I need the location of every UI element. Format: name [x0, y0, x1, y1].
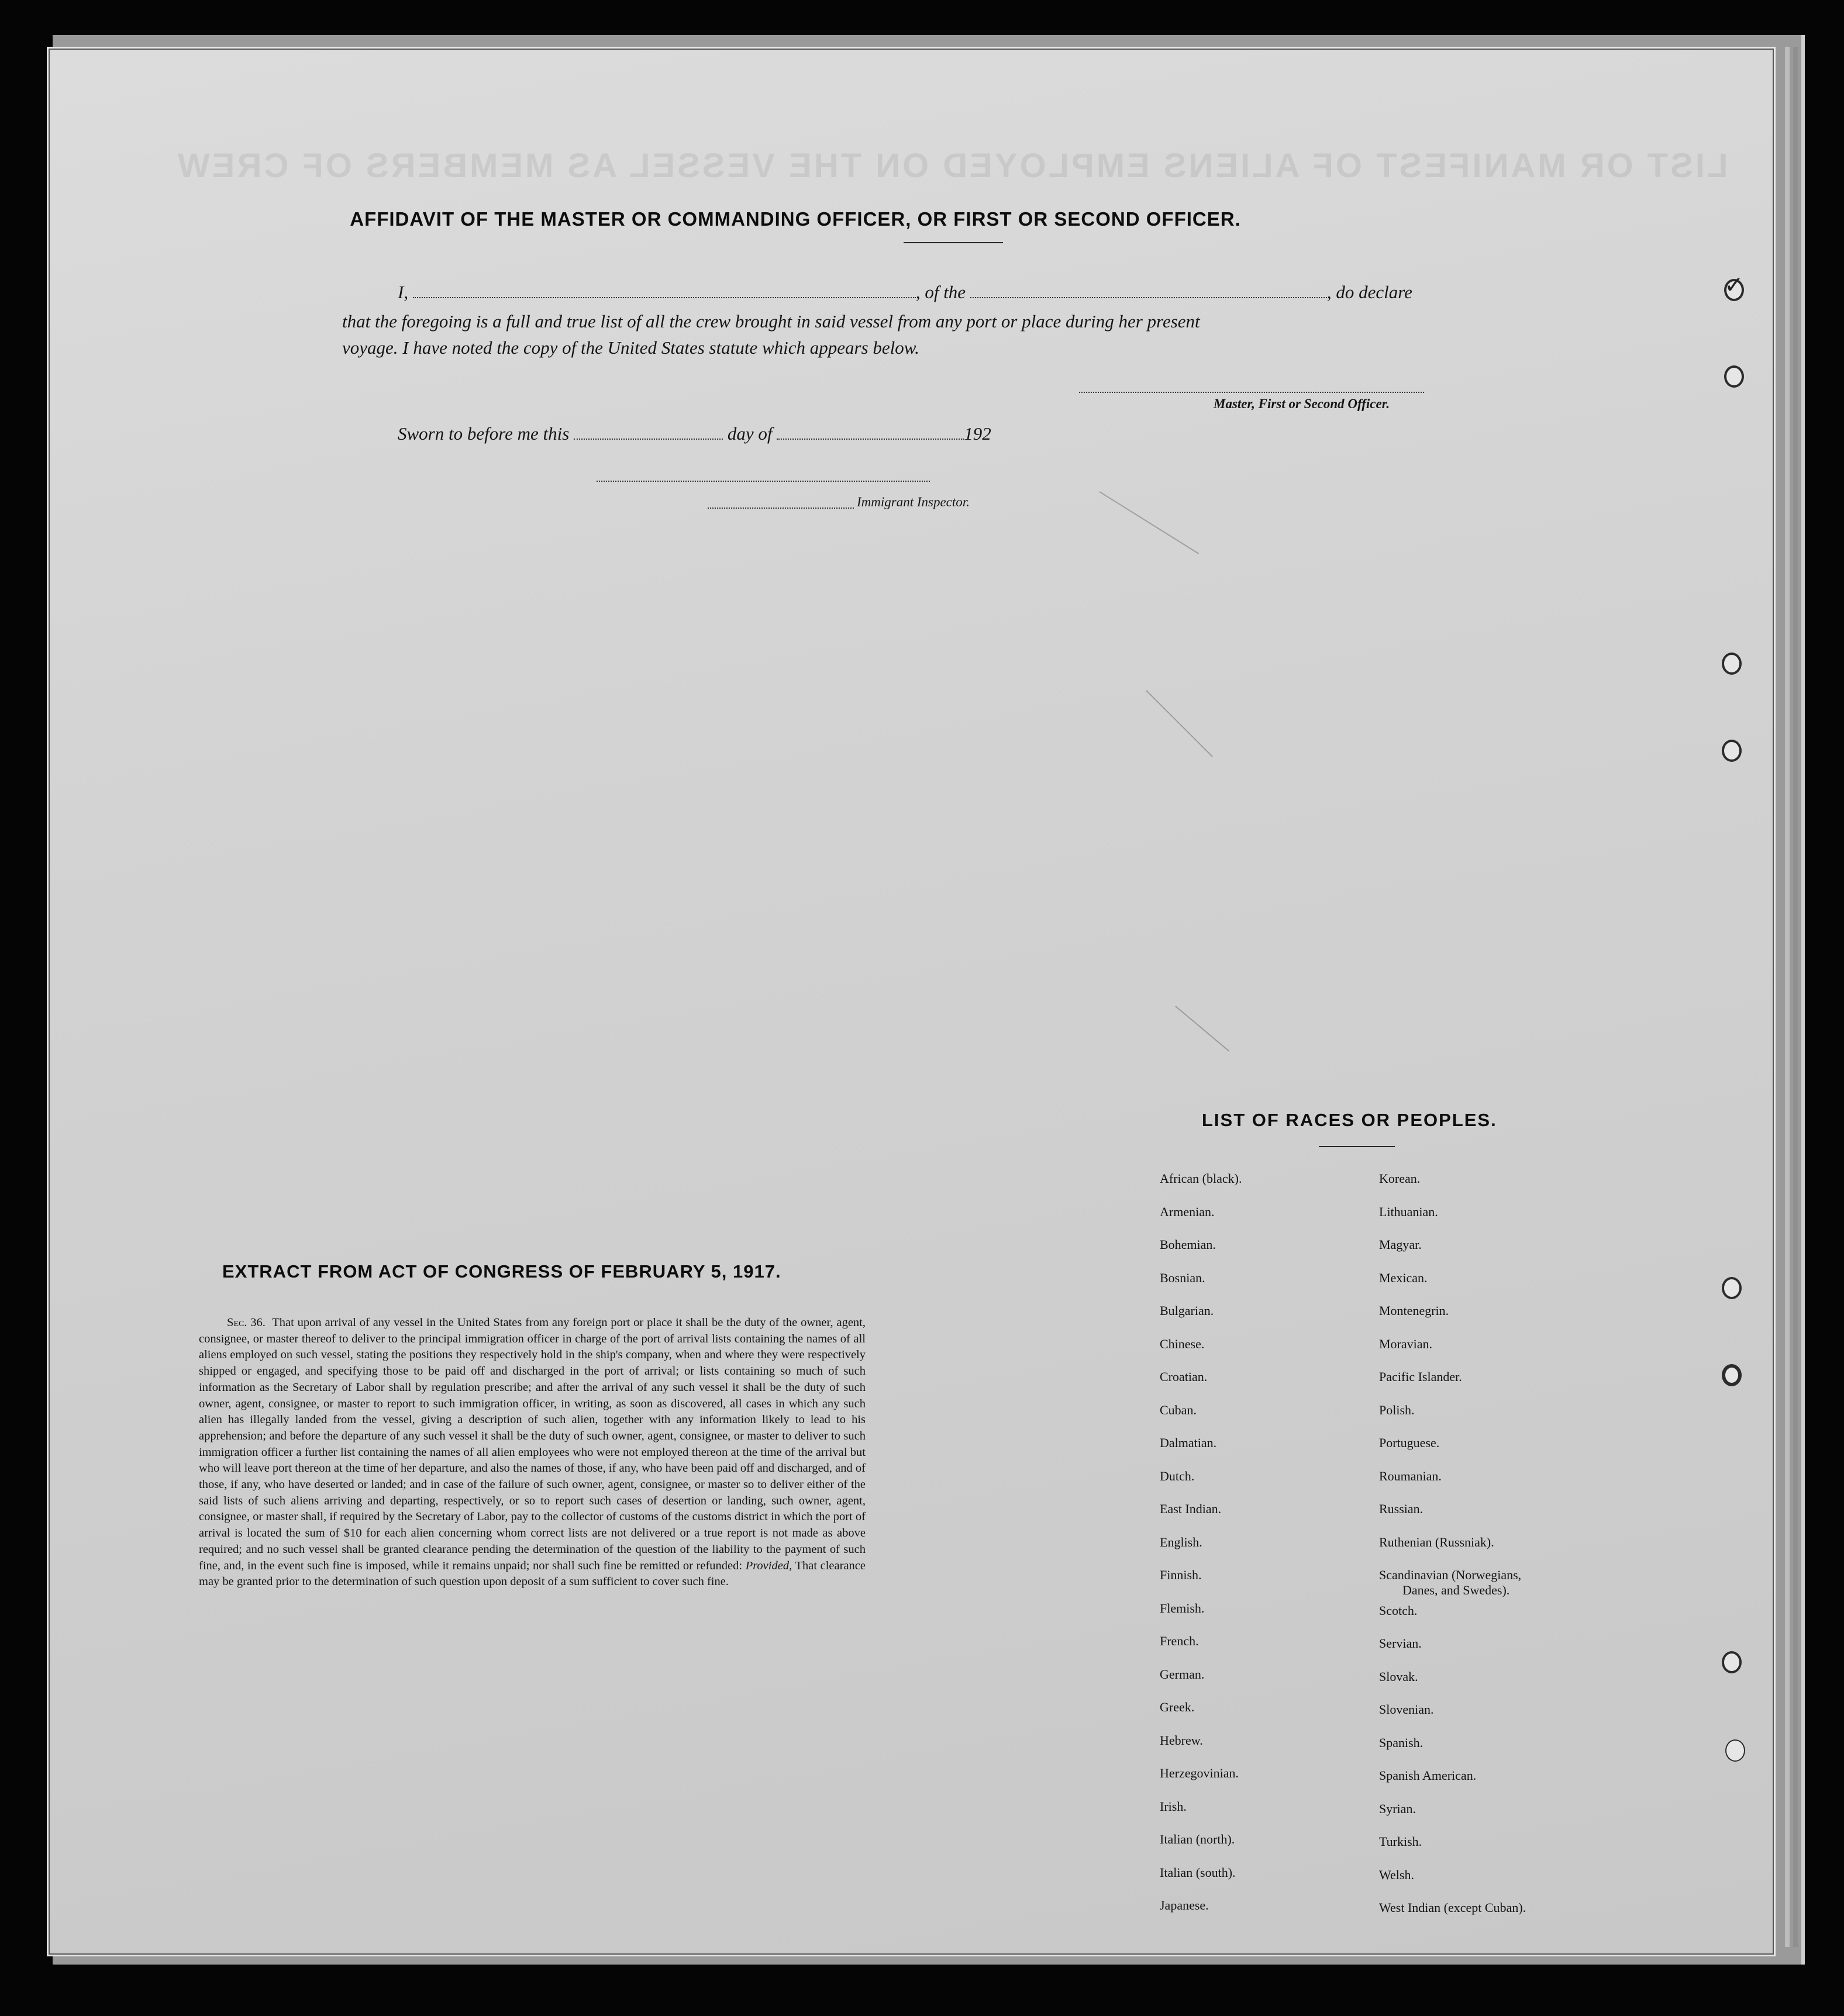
race-item: Bulgarian. — [1160, 1303, 1214, 1318]
race-item: Flemish. — [1160, 1600, 1205, 1615]
bleed-through-heading: LIST OR MANIFEST OF ALIENS EMPLOYED ON THE VESSEL AS MEMBERS OF CREW — [175, 147, 1728, 185]
of-the-label: , of the — [915, 282, 966, 302]
declaration-line-2: that the foregoing is a full and true list of all the crew brought in said vessel from any port or place during her present — [342, 311, 1200, 332]
extract-title: EXTRACT FROM ACT OF CONGRESS OF FEBRUARY 5, 1917. — [222, 1261, 781, 1282]
race-item: Bohemian. — [1160, 1237, 1216, 1252]
extract-body — [199, 1315, 866, 1590]
page-edge — [1793, 47, 1798, 1947]
master-signature-line — [1079, 391, 1424, 393]
race-item: Italian (north). — [1160, 1832, 1235, 1846]
do-declare-label: , do declare — [1326, 282, 1412, 302]
inspector-signature-line — [597, 479, 930, 482]
race-item: Portuguese. — [1379, 1435, 1440, 1450]
binder-hole — [1724, 365, 1744, 388]
day-blank — [574, 437, 723, 440]
race-item: Armenian. — [1160, 1204, 1215, 1219]
master-caption: Master, First or Second Officer. — [1214, 396, 1390, 411]
check-mark-icon: ✓ — [1724, 272, 1744, 299]
extract-text-end: That clearance may be granted prior to the determination of such question upon deposit of a sum sufficient to cover such fine. — [199, 1559, 866, 1589]
race-item: Croatian. — [1160, 1369, 1208, 1384]
binder-hole — [1722, 1277, 1742, 1299]
race-item: Slovenian. — [1379, 1702, 1434, 1717]
race-item: Chinese. — [1160, 1336, 1205, 1351]
race-item: Greek. — [1160, 1700, 1195, 1714]
race-item: English. — [1160, 1534, 1202, 1549]
race-item: Roumanian. — [1379, 1468, 1442, 1483]
race-item: Finnish. — [1160, 1568, 1202, 1582]
race-item: Cuban. — [1160, 1402, 1197, 1417]
race-item: Servian. — [1379, 1636, 1422, 1651]
race-item: German. — [1160, 1666, 1205, 1682]
binder-hole — [1722, 740, 1742, 762]
binder-hole — [1722, 653, 1742, 675]
race-item: Japanese. — [1160, 1898, 1209, 1913]
title-rule — [904, 242, 1003, 243]
sworn-line — [398, 423, 991, 444]
race-item: Magyar. — [1379, 1237, 1422, 1252]
race-item: Hebrew. — [1160, 1732, 1203, 1748]
inspector-caption: Immigrant Inspector. — [857, 495, 970, 509]
race-item: Montenegrin. — [1379, 1303, 1449, 1318]
day-of-label: day of — [727, 423, 773, 444]
affidavit-title: AFFIDAVIT OF THE MASTER OR COMMANDING OFFICER, OR FIRST OR SECOND OFFICER. — [350, 208, 1241, 230]
race-item: Spanish American. — [1379, 1768, 1477, 1783]
race-item: African (black). — [1160, 1171, 1242, 1186]
binder-hole — [1725, 1739, 1745, 1762]
binder-hole — [1722, 1651, 1742, 1673]
vessel-blank — [970, 296, 1327, 298]
race-item: Bosnian. — [1160, 1270, 1205, 1285]
name-blank — [413, 296, 916, 298]
race-item: Welsh. — [1379, 1867, 1414, 1882]
declaration-line-1 — [398, 282, 1412, 303]
race-item: Herzegovinian. — [1160, 1766, 1239, 1780]
race-item: Slovak. — [1379, 1669, 1418, 1684]
race-item: Dutch. — [1160, 1468, 1195, 1483]
section-number: Sec. 36. — [227, 1316, 266, 1329]
sworn-label: Sworn to before me this — [398, 423, 570, 444]
race-item: Scotch. — [1379, 1603, 1418, 1618]
inspector-caption-leader — [708, 506, 854, 509]
race-item: French. — [1160, 1634, 1199, 1648]
race-item: Korean. — [1379, 1171, 1421, 1186]
race-item: Irish. — [1160, 1798, 1187, 1814]
month-blank — [777, 437, 964, 440]
race-item: Scandinavian (Norwegians, — [1379, 1568, 1522, 1582]
race-item: Spanish. — [1379, 1735, 1424, 1750]
page-edge — [1785, 47, 1790, 1947]
race-item: Polish. — [1379, 1402, 1415, 1417]
race-item: Dalmatian. — [1160, 1435, 1217, 1450]
race-item: West Indian (except Cuban). — [1379, 1900, 1526, 1915]
i-label: I, — [398, 282, 409, 302]
races-title-rule — [1319, 1146, 1395, 1147]
race-item: Italian (south). — [1160, 1865, 1236, 1880]
race-item: Pacific Islander. — [1379, 1369, 1462, 1384]
race-item: Danes, and Swedes). — [1402, 1583, 1510, 1597]
race-item: East Indian. — [1160, 1501, 1222, 1516]
document-page — [47, 47, 1776, 1956]
race-item: Syrian. — [1379, 1801, 1416, 1816]
race-item: Lithuanian. — [1379, 1204, 1438, 1219]
year-prefix: 192 — [964, 423, 991, 444]
race-item: Russian. — [1379, 1501, 1424, 1516]
races-title: LIST OF RACES OR PEOPLES. — [1202, 1110, 1497, 1130]
race-item: Ruthenian (Russniak). — [1379, 1534, 1494, 1549]
binder-hole — [1722, 1364, 1742, 1386]
race-item: Moravian. — [1379, 1336, 1433, 1351]
declaration-line-3: voyage. I have noted the copy of the United States statute which appears below. — [342, 337, 919, 358]
extract-text: That upon arrival of any vessel in the United States from any foreign port or place it shall be the duty of the owner, agent, consignee, or master thereof to deliver to the principal immigration officer in charge of the port of arrival lists containing the names of all aliens employed on such vessel, stating the positions they respectively hold in the ship's company, when and where they were respectively shipped or engaged, and specifying those to be paid off and discharged in the port of arrival; or lists containing so much of such information as the Secretary of Labor shall by regulation prescribe; and after the arrival of any such vessel it shall be the duty of such owner, agent, consignee, or master to report to such immigration officer, in writing, as soon as discovered, all cases in which any such alien has illegally landed from the vessel, giving a description of such alien, together with any information likely to lead to his apprehension; and before the departure of any such vessel it shall be the duty of such owner, agent, consignee, or master to deliver to such immigration officer a further list containing the names of all alien employees who were not employed thereon at the time of the arrival but who will leave port thereon at the time of her departure, and also the names of those, if any, who have been paid off and discharged, and of those, if any, who have deserted or landed; and in case of the failure of such owner, agent, consignee, or master so to deliver either of the said lists of such aliens arriving and departing, respectively, or so to report such cases of desertion or landing, such owner, agent, consignee, or master shall, if required by the Secretary of Labor, pay to the collector of customs of the customs district in which the port of arrival is located the sum of $10 for each alien concerning whom correct lists are not delivered or a true report is not made as above required; and no such vessel shall be granted clearance pending the determination of the question of the liability to the payment of such fine, and, in the event such fine is imposed, while it remains unpaid; nor shall such fine be remitted or refunded: — [199, 1316, 866, 1572]
race-item: Turkish. — [1379, 1834, 1422, 1849]
race-item: Mexican. — [1379, 1270, 1428, 1285]
provided-word: Provided, — [745, 1559, 792, 1572]
